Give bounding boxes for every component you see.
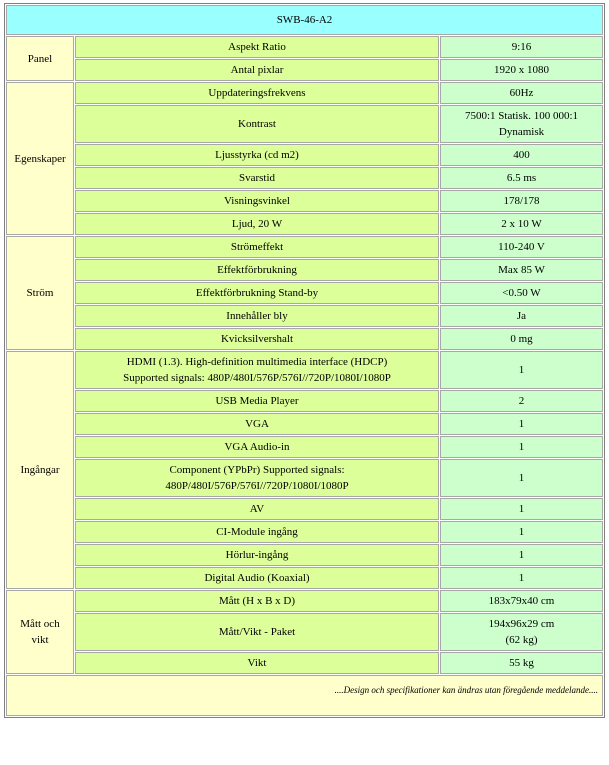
table-row: [6, 282, 603, 304]
table-row: [6, 59, 603, 81]
group-panel: Panel: [6, 36, 74, 81]
spec-value: Max 85 W: [440, 259, 603, 281]
spec-label: Ljud, 20 W: [75, 213, 439, 235]
footnote-row: [6, 675, 603, 716]
label-line: Supported signals: 480P/480I/576P/576I//720P/1080I/1080P: [123, 372, 391, 384]
spec-label: Vikt: [75, 652, 439, 674]
spec-value: Ja: [440, 305, 603, 327]
table-row: [6, 567, 603, 589]
spec-value: 9:16: [440, 36, 603, 58]
spec-label: CI-Module ingång: [75, 521, 439, 543]
group-line: Mått och: [20, 618, 60, 630]
spec-label: Kontrast: [75, 105, 439, 143]
table-row: [6, 36, 603, 58]
spec-value: 1: [440, 436, 603, 458]
spec-label: Visningsvinkel: [75, 190, 439, 212]
spec-label: Mått/Vikt - Paket: [75, 613, 439, 651]
spec-label: Ljusstyrka (cd m2): [75, 144, 439, 166]
group-ingangar: Ingångar: [6, 351, 74, 589]
table-row: [6, 544, 603, 566]
table-row: [6, 167, 603, 189]
table-row: [6, 213, 603, 235]
spec-value: 1: [440, 498, 603, 520]
spec-label: Digital Audio (Koaxial): [75, 567, 439, 589]
table-row: [6, 351, 603, 389]
spec-label: [75, 459, 439, 497]
table-row: [6, 190, 603, 212]
table-row: [6, 613, 603, 651]
spec-label: Antal pixlar: [75, 59, 439, 81]
group-matt-och-vikt: [6, 590, 74, 674]
spec-label: Effektförbrukning: [75, 259, 439, 281]
table-row: [6, 390, 603, 412]
spec-label: Hörlur-ingång: [75, 544, 439, 566]
spec-value: 1920 x 1080: [440, 59, 603, 81]
spec-label: VGA Audio-in: [75, 436, 439, 458]
label-line: Component (YPbPr) Supported signals:: [169, 464, 345, 476]
spec-value: 1: [440, 521, 603, 543]
table-row: [6, 328, 603, 350]
value-line: 194x96x29 cm: [488, 618, 555, 630]
spec-value: [440, 105, 603, 143]
group-line: vikt: [31, 634, 49, 646]
spec-label: Strömeffekt: [75, 236, 439, 258]
spec-label: Effektförbrukning Stand-by: [75, 282, 439, 304]
spec-value: 55 kg: [440, 652, 603, 674]
footnote: ....Design och specifikationer kan ändras utan föregående meddelande....: [6, 675, 603, 716]
spec-label: Svarstid: [75, 167, 439, 189]
spec-value: 1: [440, 544, 603, 566]
spec-value: 1: [440, 351, 603, 389]
spec-value: 1: [440, 567, 603, 589]
spec-value: 2: [440, 390, 603, 412]
table-row: [6, 521, 603, 543]
spec-value: 0 mg: [440, 328, 603, 350]
spec-value: 1: [440, 459, 603, 497]
table-row: [6, 436, 603, 458]
table-row: [6, 413, 603, 435]
spec-value: 400: [440, 144, 603, 166]
label-line: HDMI (1.3). High-definition multimedia interface (HDCP): [126, 356, 388, 368]
table-row: [6, 105, 603, 143]
spec-table: [4, 3, 605, 718]
spec-label: Kvicksilvershalt: [75, 328, 439, 350]
table-row: [6, 82, 603, 104]
spec-value: 110-240 V: [440, 236, 603, 258]
spec-value: 2 x 10 W: [440, 213, 603, 235]
group-egenskaper: Egenskaper: [6, 82, 74, 235]
spec-value: [440, 613, 603, 651]
spec-label: Innehåller bly: [75, 305, 439, 327]
table-row: [6, 305, 603, 327]
spec-label: Uppdateringsfrekvens: [75, 82, 439, 104]
spec-value: 60Hz: [440, 82, 603, 104]
table-row: [6, 652, 603, 674]
label-line: 480P/480I/576P/576I//720P/1080I/1080P: [165, 480, 349, 492]
spec-label: AV: [75, 498, 439, 520]
spec-label: Aspekt Ratio: [75, 36, 439, 58]
table-row: [6, 236, 603, 258]
value-line: Dynamisk: [498, 126, 545, 138]
spec-value: 183x79x40 cm: [440, 590, 603, 612]
table-row: [6, 590, 603, 612]
table-row: [6, 259, 603, 281]
spec-label: [75, 351, 439, 389]
table-row: [6, 144, 603, 166]
value-line: (62 kg): [505, 634, 538, 646]
spec-label: Mått (H x B x D): [75, 590, 439, 612]
table-row: [6, 459, 603, 497]
group-strom: Ström: [6, 236, 74, 350]
model-title: SWB-46-A2: [6, 5, 603, 35]
table-row: [6, 498, 603, 520]
spec-label: VGA: [75, 413, 439, 435]
spec-value: <0.50 W: [440, 282, 603, 304]
value-line: 7500:1 Statisk. 100 000:1: [464, 110, 579, 122]
spec-value: 178/178: [440, 190, 603, 212]
spec-label: USB Media Player: [75, 390, 439, 412]
spec-value: 1: [440, 413, 603, 435]
spec-value: 6.5 ms: [440, 167, 603, 189]
table-title-row: [6, 5, 603, 35]
